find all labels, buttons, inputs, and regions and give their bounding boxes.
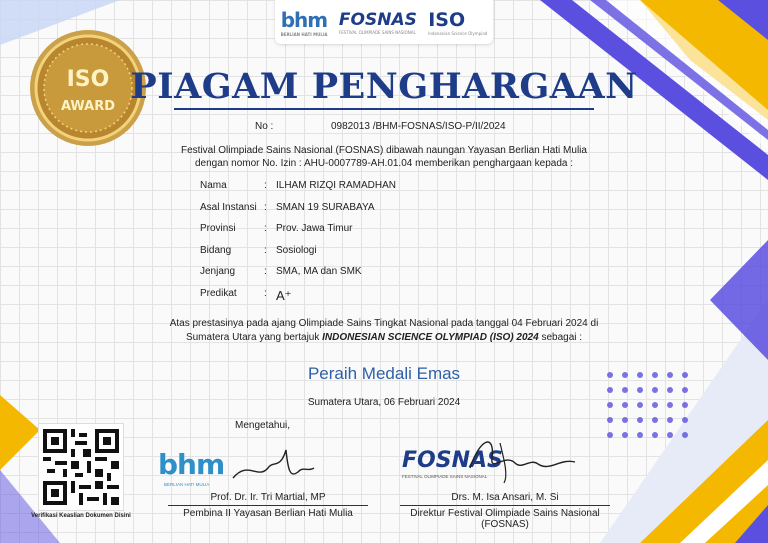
right-signatory — [400, 492, 610, 530]
right-signatory-role-2: (FOSNAS) — [481, 519, 529, 530]
intro-line-2: dengan nomor No. Izin : AHU-0007789-AH.01.04 memberikan penghargaan kepada : — [194, 158, 574, 169]
left-signatory-role: Pembina II Yayasan Berlian Hati Mulia — [183, 508, 353, 519]
achievement-paragraph — [0, 317, 768, 345]
paragraph-line-2: Sumatera Utara yang bertajuk INDONESIAN SCIENCE OLYMPIAD (ISO) 2024 sebagai : — [185, 332, 583, 343]
field-value: SMAN 19 SURABAYA — [276, 201, 375, 213]
qr-caption: Verifikasi Keaslian Dokumen Disini — [31, 513, 131, 519]
acknowledged-label: Mengetahui, — [235, 420, 291, 431]
right-signatory-name: Drs. M. Isa Ansari, M. Si — [451, 492, 559, 503]
field-value: Prov. Jawa Timur — [276, 223, 353, 234]
field-value: ILHAM RIZQI RAMADHAN — [276, 180, 397, 191]
header-logos — [275, 0, 493, 44]
seal-bottom-text: AWARD — [60, 99, 116, 114]
qr-code-icon — [39, 424, 123, 510]
signature-right-icon — [460, 428, 580, 488]
field-label: Bidang — [200, 244, 232, 256]
field-label: Asal Instansi — [200, 201, 257, 213]
right-signatory-role: Direktur Festival Olimpiade Sains Nasional — [410, 508, 600, 519]
field-label: Predikat — [200, 287, 237, 299]
field-label: Jenjang — [200, 266, 236, 277]
intro-line-1: Festival Olimpiade Sains Nasional (FOSNAS) dibawah naungan Yayasan Berlian Hati Mulia — [181, 145, 587, 156]
signature-left-icon — [228, 440, 318, 490]
right-signature-area — [400, 428, 580, 488]
place-date: Sumatera Utara, 06 Februari 2024 — [307, 397, 461, 408]
left-signatory — [168, 492, 368, 519]
field-label: Provinsi — [200, 223, 236, 234]
bhm-sign-logo-sub: BERLIAN HATI MULIA — [164, 482, 210, 487]
field-value: SMA, MA dan SMK — [276, 266, 362, 277]
left-signature-area — [158, 440, 358, 490]
field-label: Nama — [200, 180, 227, 191]
fosnas-sign-logo: FOSNAS — [402, 448, 503, 473]
field-value: Sosiologi — [276, 244, 317, 256]
award-title: Peraih Medali Emas — [307, 364, 461, 383]
fosnas-logo: FOSNAS FESTIVAL OLIMPIADE SAINS NASIONAL — [338, 9, 417, 35]
certificate-number — [255, 121, 506, 132]
bhm-logo: bhm BERLIAN HATI MULIA — [280, 7, 328, 37]
number-value: 0982013 /BHM-FOSNAS/ISO-P/II/2024 — [331, 121, 506, 132]
iso-logo: ISO Indonesian Science Olympiad — [428, 8, 488, 36]
qr-code[interactable] — [38, 423, 124, 511]
intro-text — [0, 144, 768, 170]
fosnas-sign-logo-sub: FESTIVAL OLIMPIADE SAINS NASIONAL — [402, 474, 488, 479]
title-divider — [174, 108, 594, 110]
seal-top-text: ISO — [66, 67, 110, 92]
number-label: No : — [255, 121, 274, 132]
certificate: ISO AWARD bhm BERLIAN HATI MULIA FOSNAS FESTIVAL OLIMPIADE SAINS NASIONAL ISO Indonesian Science Olympiad PIAGAM PENGHARGAAN No : 0982013 /BHM-FOSNAS/ISO-P/II/2024 Festival Olimpiade Sains Nasional (FOSNAS) dibawah naungan Yayasan Berlian Hati Mulia dengan nomor No. Izin : AHU-0007789-AH.01.04 memberikan penghargaan kepada : Nama : ILHAM RIZQI RAMADHAN Asal Instansi : SMAN 19 SURABAYA Provinsi : Prov. Jawa Timur Bidang : Sosiologi Jenjang : SMA, MA dan SMK Predikat : A⁺ Atas prestasinya pada ajang Olimpiade Sains Tingkat Nasional pada tanggal 04 Februari 2024 di Sumatera Utara yang bertajuk INDONESIAN SCIENCE OLYMPIAD (ISO) 2024 sebagai : Peraih Medali Emas Sumatera Utara, 06 Februari 2024 Mengetahui, bhm BERLIAN HATI MULIA Prof. Dr. Ir. Tri Martial, MP Pembina II Yayasan Berlian Hati Mulia FOSNAS FESTIVAL OLIMPIADE SAINS NASIONAL Drs. M. Isa Ansari, M. Si Direktur Festival Olimpiade Sains Nasional (FOSNAS) Verifikasi Keaslian Dokumen Disini — [0, 0, 768, 543]
paragraph-line-1: Atas prestasinya pada ajang Olimpiade Sains Tingkat Nasional pada tanggal 04 Februari 2024 di — [169, 318, 599, 329]
bhm-sign-logo: bhm — [158, 448, 225, 481]
left-signatory-name: Prof. Dr. Ir. Tri Martial, MP — [210, 492, 326, 503]
certificate-title: PIAGAM PENGHARGAAN — [130, 66, 638, 107]
field-value: A⁺ — [276, 287, 292, 303]
event-name: INDONESIAN SCIENCE OLYMPIAD (ISO) 2024 — [322, 332, 539, 343]
